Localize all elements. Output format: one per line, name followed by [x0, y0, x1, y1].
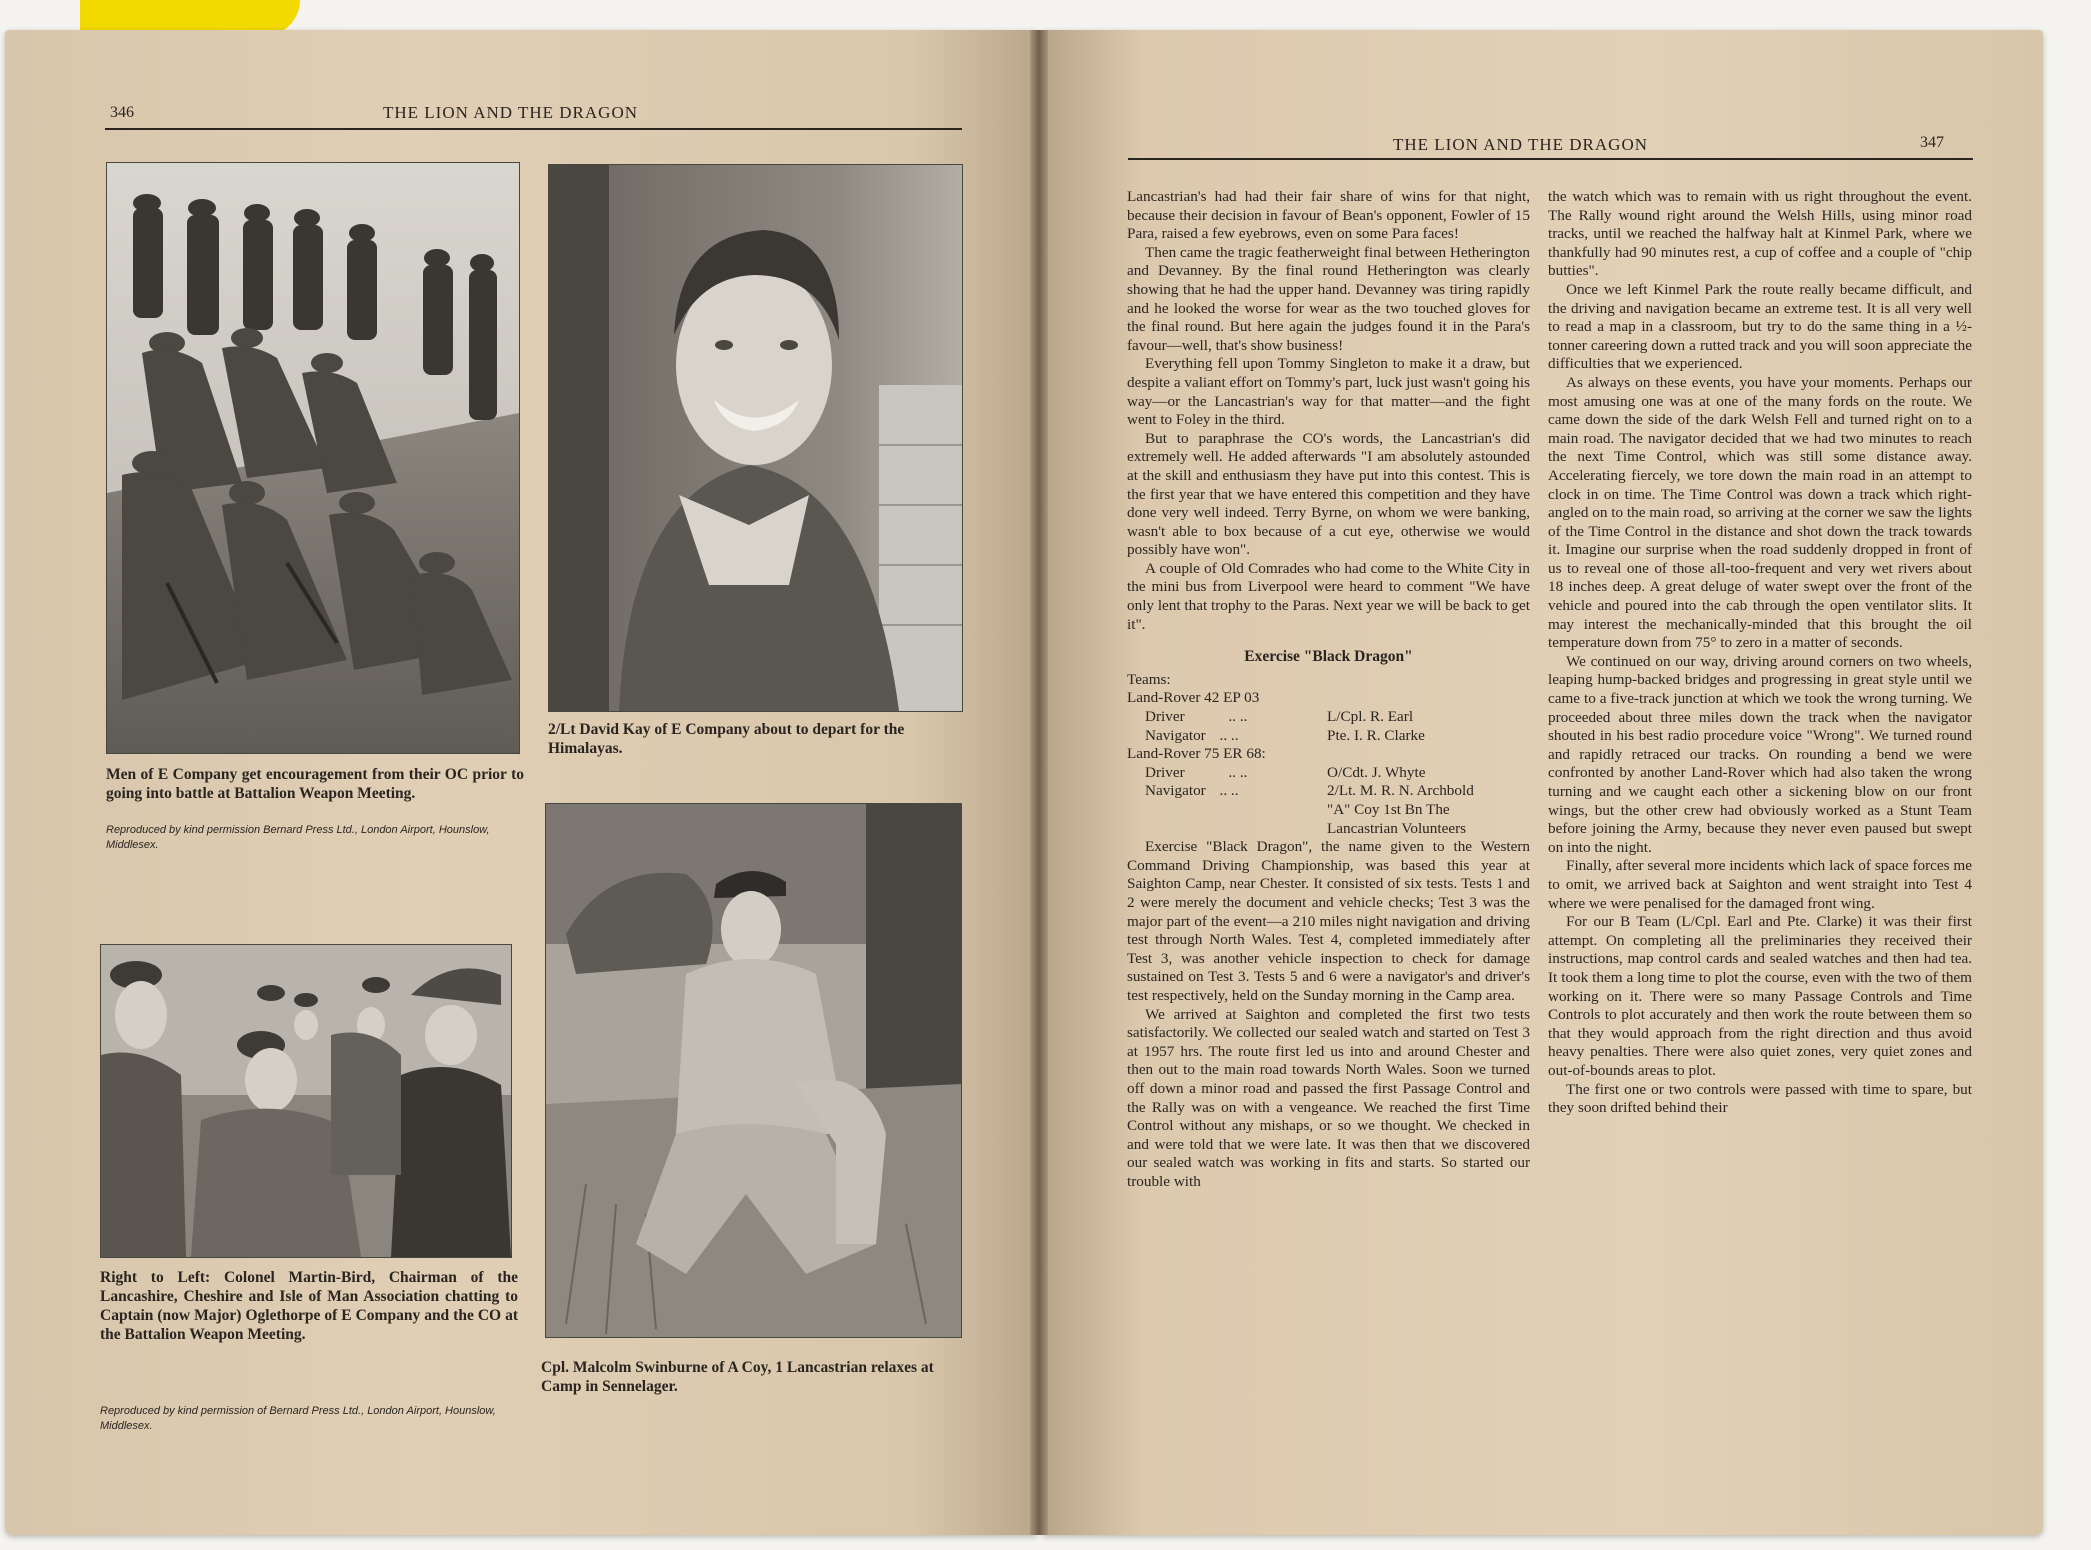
paragraph: We arrived at Saighton and completed the first two tests satisfactorily. We collected our sealed watch and started on Test 3 at 1957 hrs. The route first led us into and around Chester and then out to the main road towards North Wales. Soon we turned off down a minor road and passed the first Passage Control and the Rally was on with a vengeance. We reached the first Time Control without any mishaps, or so we thought. We checked in and were told that we were late. It was then that we discovered our sealed watch was working in fits and starts. So started our trouble with: [1127, 1005, 1530, 1190]
team2-vehicle: Land-Rover 75 ER 68:: [1127, 745, 1266, 763]
unit-line: "A" Coy 1st Bn The: [1327, 801, 1450, 818]
role-label: Navigator: [1145, 782, 1206, 800]
dot-leader: .. ..: [1219, 782, 1239, 800]
role-label: Navigator: [1145, 726, 1206, 744]
portrait-photo-image: [549, 165, 962, 711]
role-label: Driver: [1145, 708, 1185, 726]
dot-leader: .. ..: [1228, 763, 1248, 781]
photo1-caption: Men of E Company get encouragement from their OC prior to going into battle at Battalion Weapon Meeting.: [106, 766, 524, 802]
right-column-2: [1548, 188, 1972, 1118]
paragraph: As always on these events, you have your moments. Perhaps our most amusing one was at one of the many fords on the route. We came down the side of the dark Welsh Fell and turned right on to a main road. The navigator decided that we had two minutes to reach the next Time Control, which was still some distance away. Accelerating fiercely, we tore down the main road in an attempt to clock in on time. The Time Control was down a track which right-angled on to the main road, so arriving at the corner we saw the lights of the Time Control in the distance and shot down the track towards it. Imagine our surprise when the road suddenly dropped in front of us to reveal one of those all-too-frequent and very wet rivers about 18 inches deep. A great deluge of water swept over the front of the vehicle and poured into the cab through the open ventilator slits. It may interest the mechanically-minded that this brought the oil temperature down from 75° to zero in a matter of seconds.: [1548, 373, 1972, 652]
team2-unit-row: [1127, 820, 1530, 839]
left-page-number: 346: [110, 104, 134, 121]
paragraph: The first one or two controls were passed with time to spare, but they soon drifted behind their: [1548, 1080, 1972, 1117]
photo3-credit: Reproduced by kind permission of Bernard Press Ltd., London Airport, Hounslow, Middlesex.: [100, 1405, 496, 1432]
group-photo-image: [101, 945, 511, 1257]
left-running-head: THE LION AND THE DRAGON: [383, 103, 638, 122]
dot-leader: .. ..: [1228, 708, 1248, 726]
member-name: L/Cpl. R. Earl: [1327, 708, 1414, 726]
paragraph: Then came the tragic featherweight final between Hetherington and Devanney. By the final round Hetherington was clearly showing that he had the upper hand. Devanney was tiring rapidly and he looked the worse for wear as the two touched gloves for the final round. But here again the judges found it in the Para's favour—well, that's show business!: [1127, 243, 1530, 354]
soldiers-photo-image: [107, 163, 519, 753]
photo4-caption: Cpl. Malcolm Swinburne of A Coy, 1 Lancastrian relaxes at Camp in Sennelager.: [541, 1359, 934, 1395]
team1-driver-row: [1127, 708, 1530, 727]
paragraph: Exercise "Black Dragon", the name given to the Western Command Driving Championship, was based this year at Saighton Camp, near Chester. It consisted of six tests. Tests 1 and 2 were merely the document and vehicle checks; Test 3 was the major part of the event—a 210 miles night navigation and driving test through North Wales. Test 4, completed immediately after Test 3, was another vehicle inspection to check for damage sustained on Test 3. Tests 5 and 6 were a navigator's and driver's test respectively, held on the Sunday morning in the Camp area.: [1127, 838, 1530, 1004]
paragraph: the watch which was to remain with us right throughout the event. The Rally wound right around the Welsh Hills, using minor road tracks, until we reached the halfway halt at Kinmel Park, where we thankfully had 90 minutes rest, a cup of coffee and a couple of "chip butties".: [1548, 188, 1972, 280]
member-name: O/Cdt. J. Whyte: [1327, 763, 1426, 781]
right-running-head: THE LION AND THE DRAGON: [1393, 135, 1648, 154]
team1-vehicle: Land-Rover 42 EP 03: [1127, 689, 1260, 707]
paragraph: We continued on our way, driving around corners on two wheels, leaping hump-backed bridges and progressing in great style until we came to a five-track junction at which we took the wrong turning. We proceeded about three miles down the track when the navigator shouted in his best radio procedure voice "Wrong". We turned round and rapidly retraced our tracks. On rounding a bend we were confronted by another Land-Rover which had also taken the wrong turning and we caught each other a sickening blow on our front wings, but the other crew had obviously worked as a Stunt Team before joining the Army, because they never even paused but swept on into the night.: [1548, 652, 1972, 856]
teams-label: Teams:: [1127, 670, 1171, 688]
corporal-photo-image: [546, 804, 961, 1337]
paragraph: But to paraphrase the CO's words, the Lancastrian's did extremely well. He added afterwards "I am absolutely astounded at the skill and enthusiasm they have put into this contest. This is the first year that we have entered this competition and they have done very well indeed. Terry Byrne, on whom we were banking, wasn't able to box because of a cut eye, otherwise we would possibly have won".: [1127, 429, 1530, 559]
photo-colonel-martin-bird-group: [100, 944, 512, 1258]
dot-leader: .. ..: [1219, 726, 1239, 744]
paragraph: Finally, after several more incidents which lack of space forces me to omit, we arrived back at Saighton and went straight into Test 4 where we were penalised for the damaged front wing.: [1548, 857, 1972, 912]
photo-malcolm-swinburne: [545, 803, 962, 1338]
team2-driver-row: [1127, 764, 1530, 783]
team2-unit-row: [1127, 801, 1530, 820]
photo1-credit: Reproduced by kind permission Bernard Press Ltd., London Airport, Hounslow, Middlesex.: [106, 824, 490, 851]
unit-line: Lancastrian Volunteers: [1327, 819, 1467, 837]
team2-navigator-row: [1127, 782, 1530, 801]
book-spine: [1030, 30, 1048, 1535]
section-heading: Exercise "Black Dragon": [1244, 648, 1413, 666]
right-head-rule: [1128, 158, 1973, 160]
paragraph: Everything fell upon Tommy Singleton to make it a draw, but despite a valiant effort on Tommy's part, luck just wasn't going his way—or the Lancastrian's way for that matter—and the fight went to Foley in the third.: [1127, 355, 1530, 429]
member-name: 2/Lt. M. R. N. Archbold: [1327, 782, 1474, 800]
right-column-1: [1127, 188, 1530, 1191]
photo-david-kay-portrait: [548, 164, 963, 712]
member-name: Pte. I. R. Clarke: [1327, 726, 1425, 744]
right-page-number: 347: [1920, 134, 1944, 151]
photo3-caption: Right to Left: Colonel Martin-Bird, Chairman of the Lancashire, Cheshire and Isle of Man Association chatting to Captain (now Major) Oglethorpe of E Company and the CO at the Battalion Weapon Meeting.: [100, 1269, 518, 1343]
paragraph: For our B Team (L/Cpl. Earl and Pte. Clarke) it was their first attempt. On completing all the preliminaries they received their instructions, map control cards and sealed watches and then had tea. It took them a long time to plot the course, even with the two of them working on it. There were so many Passage Controls and Time Controls to plot accurately and then work the route between them so that they would approach from the right direction and thus avoid heavy penalties. There were also quiet zones, very quiet zones and out-of-bounds areas to plot.: [1548, 913, 1972, 1079]
role-label: Driver: [1145, 763, 1185, 781]
paragraph: Once we left Kinmel Park the route really became difficult, and the driving and navigation became an extreme test. It is all very well to read a map in a classroom, but try to do the same thing in a ½-tonner careering down a rutted track and you will soon appreciate the difficulties that we experienced.: [1548, 280, 1972, 373]
photo-e-company-soldiers: [106, 162, 520, 754]
photo2-caption: 2/Lt David Kay of E Company about to depart for the Himalayas.: [548, 721, 905, 757]
left-head-rule: [105, 128, 962, 130]
paragraph: A couple of Old Comrades who had come to the White City in the mini bus from Liverpool were heard to comment "We have only lent that trophy to the Paras. Next year we will be back to get it".: [1127, 559, 1530, 633]
team1-navigator-row: [1127, 727, 1530, 746]
paragraph: Lancastrian's had had their fair share of wins for that night, because their decision in favour of Bean's opponent, Fowler of 15 Para, raised a few eyebrows, even on some Para faces!: [1127, 188, 1530, 243]
